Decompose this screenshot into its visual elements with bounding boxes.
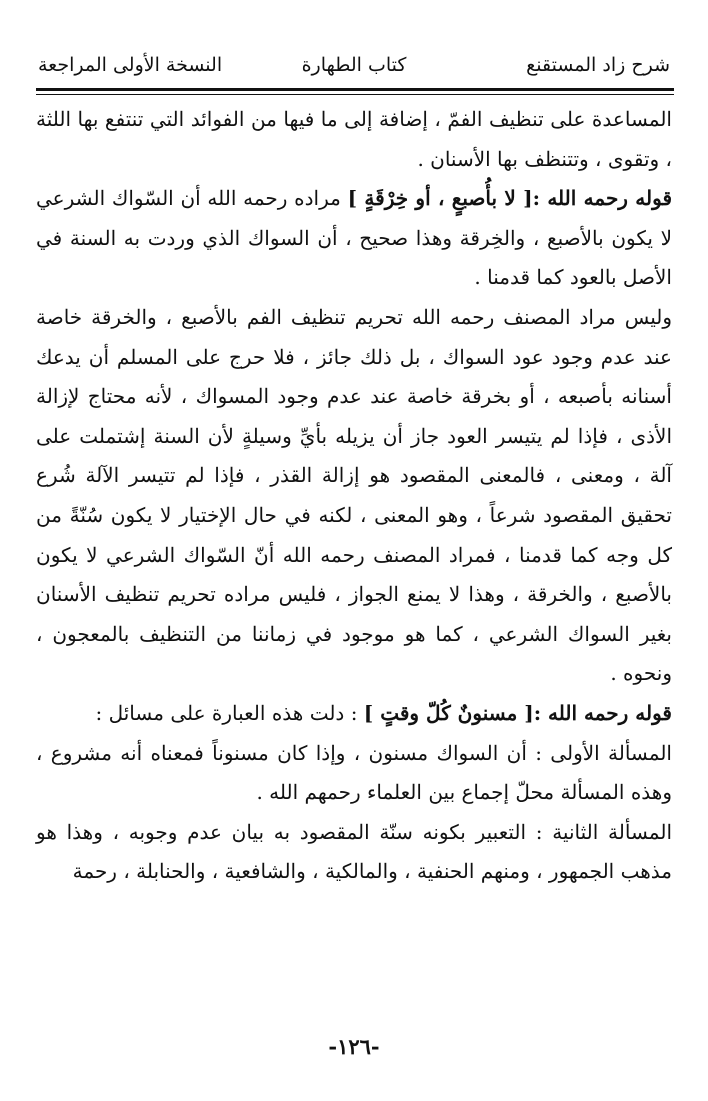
page-number: -١٢٦- bbox=[328, 1034, 380, 1059]
paragraph: المسألة الثانية : التعبير بكونه سنّة المقصود به بيان عدم وجوبه ، وهذا هو مذهب الجمهور ، ومنهم الحنفية ، والمالكية ، والشافعية ، والحنابلة ، رحمة bbox=[36, 819, 672, 884]
paragraph: قوله رحمه الله :[ مسنونٌ كُلّ وقتٍ ] : دلت هذه العبارة على مسائل : bbox=[95, 700, 672, 725]
quote-lead: قوله رحمه الله :[ مسنونٌ كُلّ وقتٍ ] bbox=[363, 700, 672, 725]
paragraph: المسألة الأولى : أن السواك مسنون ، وإذا كان مسنوناً فمعناه أنه مشروع ، وهذه المسألة محلّ إجماع بين العلماء رحمهم الله . bbox=[36, 740, 672, 805]
quote-lead: قوله رحمه الله :[ لا بأُصبعٍ ، أو خِرْقَةٍ ] bbox=[347, 186, 673, 211]
chapter-title: كتاب الطهارة bbox=[301, 54, 407, 76]
paragraph: وليس مراد المصنف رحمه الله تحريم تنظيف الفم بالأصبع ، والخرقة خاصة عند عدم وجود عود السواك ، بل ذلك جائز ، فلا حرج على المسلم أن يدعك أسنانه بأصبعه ، أو بخرقة خاصة عند عدم وجود المسواك ، لأنه محتاج لإزالة الأذى ، فإذا لم يتيسر العود جاز أن يزيله بأيِّ وسيلةٍ لأن السنة إشتملت على آلة ، ومعنى ، فالمعنى المقصود هو إزالة القذر ، فإذا لم تتيسر الآلة شُرع تحقيق المقصود شرعاً ، وهو المعنى ، لكنه في حال الإختيار لا يكون سُنّةً من كل وجه كما قدمنا ، فمراد المصنف رحمه الله أنّ السّواك الشرعي لا يكون بالأصبع ، والخرقة ، وهذا لا يمنع الجواز ، فليس مراده تحريم تنظيف الأسنان بغير السواك الشرعي ، كما هو موجود في زماننا من التنظيف بالمعجون ، ونحوه . bbox=[36, 304, 672, 686]
page-header bbox=[34, 50, 674, 84]
header-rule-thick bbox=[36, 88, 674, 91]
page-body bbox=[36, 100, 672, 892]
header-rule-thin bbox=[36, 94, 674, 95]
paragraph: قوله رحمه الله :[ لا بأُصبعٍ ، أو خِرْقَةٍ ] مراده رحمه الله أن السّواك الشرعي لا يكون بالأصبع ، والخِرقة وهذا صحيح ، أن السواك الذي وردت به السنة في الأصل بالعود كما قدمنا . bbox=[36, 186, 673, 290]
book-title: شرح زاد المستقنع bbox=[526, 54, 670, 76]
paragraph: المساعدة على تنظيف الفمّ ، إضافة إلى ما فيها من الفوائد التي تنتفع بها اللثة ، وتقوى ، وتتنظف بها الأسنان . bbox=[36, 107, 672, 171]
edition-label: النسخة الأولى المراجعة bbox=[38, 54, 223, 76]
